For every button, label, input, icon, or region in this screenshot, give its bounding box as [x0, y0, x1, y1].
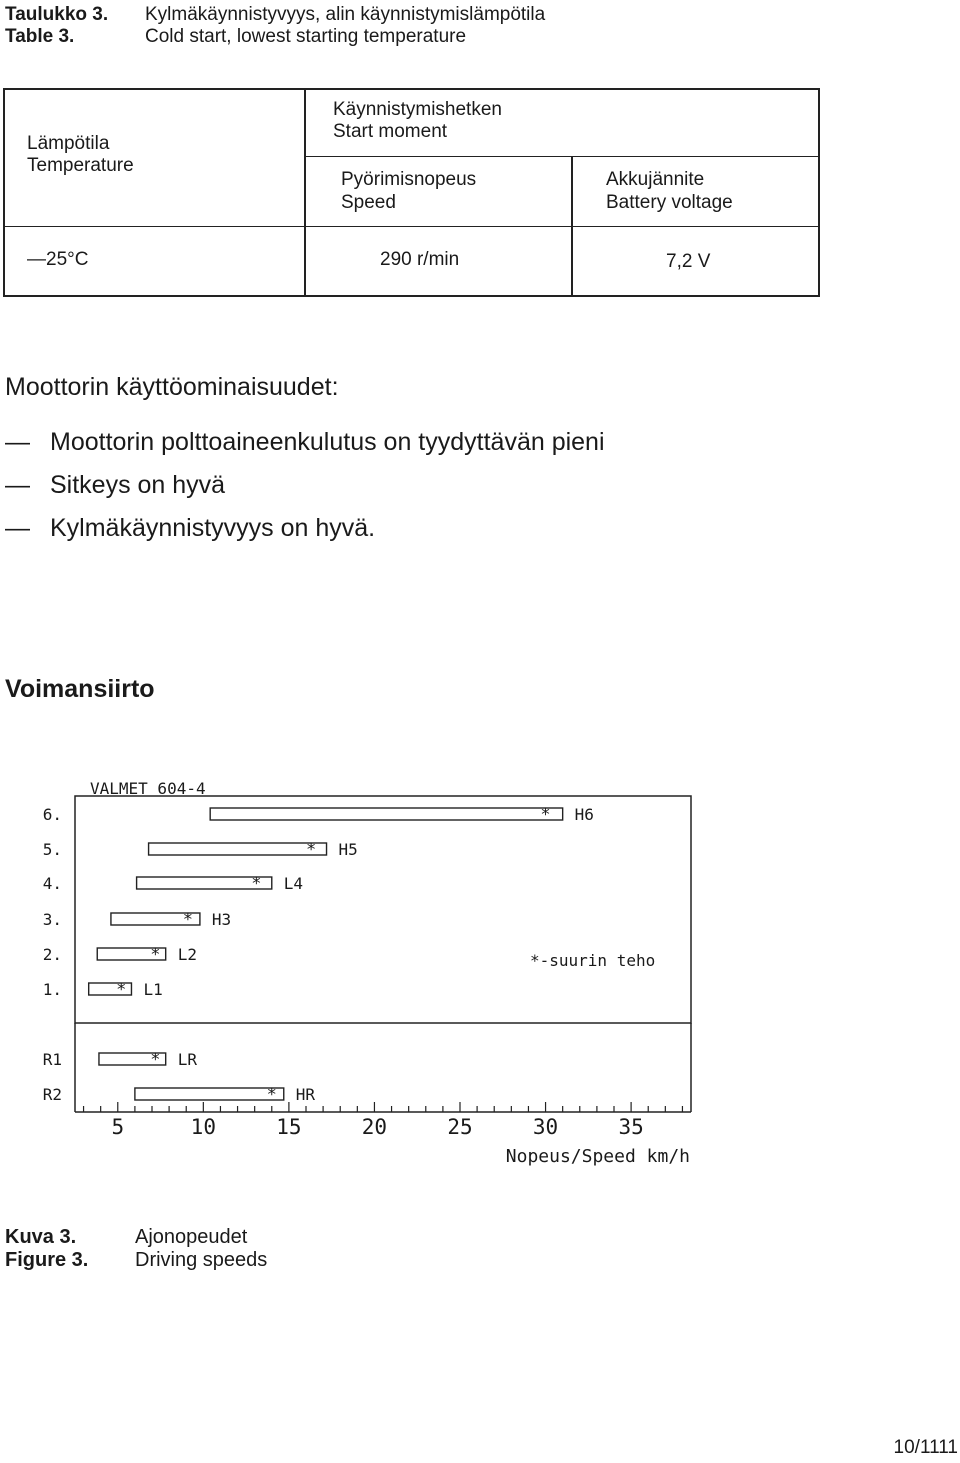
table-border-left [3, 88, 5, 297]
x-tick-label: 5 [111, 1115, 125, 1139]
feature-item [5, 427, 605, 457]
forward-gear-gear-label: L4 [283, 874, 304, 893]
x-tick-label: 20 [361, 1115, 388, 1139]
table-border-top [3, 88, 820, 90]
table-border-bottom [3, 295, 820, 297]
max-power-marker: * [116, 980, 127, 1000]
forward-gear-row-label: 5. [42, 840, 62, 859]
max-power-legend: *-suurin teho [530, 951, 656, 970]
table-divider-col1 [304, 88, 306, 297]
feature-text: Kylmäkäynnistyvyys on hyvä. [50, 514, 376, 542]
table-caption-en [5, 26, 466, 48]
forward-gear-row-label: 4. [42, 874, 62, 893]
header-temperature-en: Temperature [27, 155, 134, 176]
features-title: Moottorin käyttöominaisuudet: [5, 373, 339, 401]
forward-gear-gear-label: L1 [143, 980, 163, 999]
x-tick-label: 10 [190, 1115, 216, 1139]
figure-caption-en-label: Figure 3. [5, 1249, 89, 1271]
header-group-en: Start moment [333, 121, 448, 142]
table-caption-fi-label: Taulukko 3. [5, 4, 109, 25]
figure-caption-fi-label: Kuva 3. [5, 1226, 77, 1248]
forward-gear-bar [149, 843, 327, 855]
header-voltage-fi: Akkujännite [606, 169, 705, 190]
forward-gear-gear-label: H6 [574, 805, 594, 824]
forward-gear-gear-label: H5 [338, 840, 358, 859]
cell-voltage: 7,2 V [666, 251, 711, 272]
feature-text: Moottorin polttoaineenkulutus on tyydyttävän pieni [50, 428, 605, 456]
header-temperature-fi: Lämpötila [27, 133, 110, 154]
forward-gear-row-label: 2. [42, 945, 62, 964]
chart-title: VALMET 604-4 [90, 779, 206, 798]
figure-caption-fi-text: Ajonopeudet [135, 1226, 248, 1248]
max-power-marker: * [150, 945, 161, 965]
max-power-marker: * [150, 1050, 161, 1070]
table-border-right [818, 88, 820, 297]
header-voltage-en: Battery voltage [606, 192, 733, 213]
figure-caption-en-text: Driving speeds [135, 1249, 268, 1271]
table-caption-fi-text: Kylmäkäynnistyvyys, alin käynnistymislämpötila [145, 4, 546, 25]
x-tick-label: 25 [447, 1115, 473, 1139]
x-ticks [84, 1102, 683, 1139]
reverse-gear-gear-label: HR [295, 1085, 316, 1104]
table-divider-header [3, 226, 820, 227]
forward-gear-gear-label: L2 [177, 945, 197, 964]
forward-gear-row-label: 3. [42, 910, 62, 929]
gear-bars [43, 805, 594, 1105]
table-caption-en-label: Table 3. [5, 26, 75, 47]
table-divider-group [304, 156, 820, 157]
table-caption-fi [5, 4, 545, 26]
section-title: Voimansiirto [5, 675, 155, 703]
feature-text: Sitkeys on hyvä [50, 471, 226, 499]
forward-gear-row-label: 1. [42, 980, 62, 999]
header-group-fi: Käynnistymishetken [333, 99, 502, 120]
max-power-marker: * [266, 1085, 277, 1105]
header-speed-fi: Pyörimisnopeus [341, 169, 477, 190]
cell-temperature: —25°C [27, 249, 89, 270]
reverse-gear-row-label: R1 [42, 1050, 62, 1069]
driving-speed-chart [0, 770, 720, 1170]
x-tick-label: 30 [532, 1115, 559, 1139]
forward-gear-row-label: 6. [42, 805, 62, 824]
feature-item [5, 513, 375, 543]
header-speed-en: Speed [341, 192, 396, 213]
x-axis-label: Nopeus/Speed km/h [505, 1146, 690, 1167]
cell-speed: 290 r/min [380, 249, 460, 270]
reverse-gear-bar [135, 1088, 284, 1100]
forward-gear-bar [210, 808, 562, 820]
x-tick-label: 35 [618, 1115, 644, 1139]
max-power-marker: * [251, 874, 262, 894]
forward-gear-gear-label: H3 [211, 910, 232, 929]
figure-caption-en [5, 1249, 267, 1272]
forward-frame [75, 796, 691, 1023]
dash-bullet: — [5, 428, 30, 456]
reverse-gear-row-label: R2 [42, 1085, 62, 1104]
feature-item [5, 470, 225, 500]
dash-bullet: — [5, 471, 30, 499]
cold-start-table [3, 88, 820, 297]
max-power-marker: * [182, 910, 194, 930]
figure-caption-fi [5, 1226, 247, 1249]
reverse-gear-gear-label: LR [177, 1050, 197, 1069]
page-number: 10/1111 [893, 1437, 958, 1458]
dash-bullet: — [5, 514, 30, 542]
table-caption-en-text: Cold start, lowest starting temperature [145, 26, 467, 47]
max-power-marker: * [306, 840, 317, 860]
max-power-marker: * [540, 805, 551, 825]
x-tick-label: 15 [276, 1115, 302, 1139]
